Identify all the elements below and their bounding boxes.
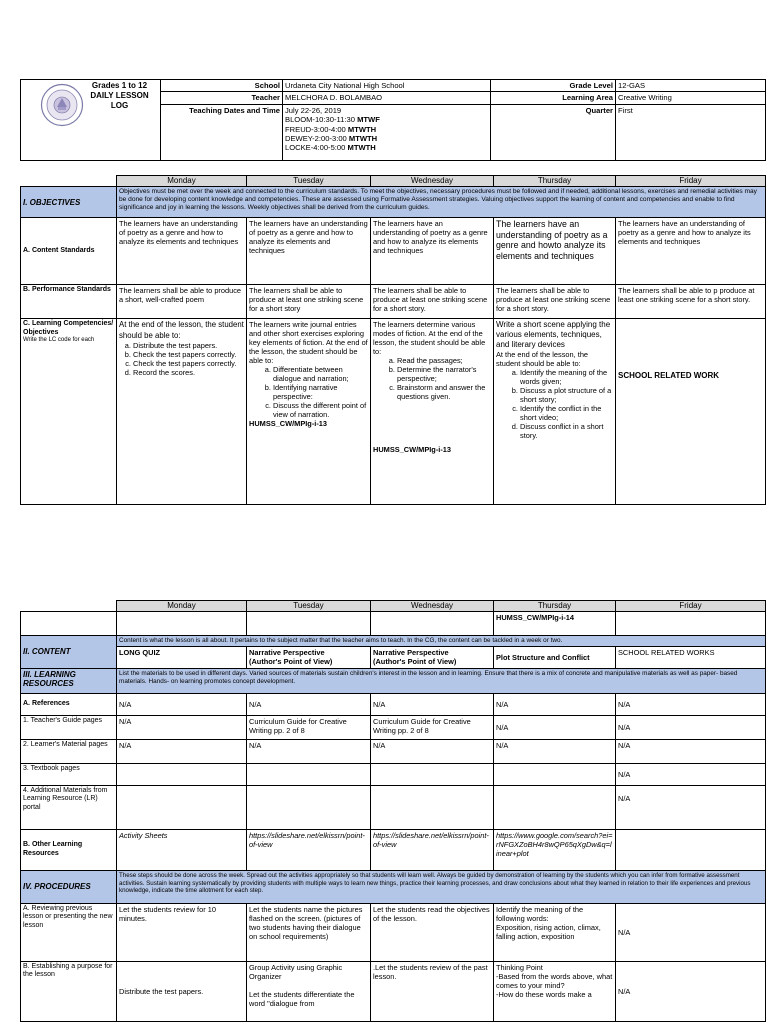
day-header-wednesday: Wednesday — [371, 176, 494, 187]
objectives-note: Objectives must be met over the week and connected to the curriculum standards. To meet the objectives, necessary procedures must be followed and if needed, additional lessons, exercises and remedial activities may be done for developing content knowledge and competencies. These are assessed using Formative Assessment strategies. Valuing objectives support the learning of content and competencies and enable to find significance and joy in learning the lessons. Weekly objectives shall be derived from the curriculum guides. — [117, 187, 766, 218]
schedule-row — [285, 143, 488, 152]
references-wednesday: N/A — [371, 693, 494, 715]
school-name: Urdaneta City National High School — [283, 80, 491, 92]
performance-standard-tuesday: The learners shall be able to produce at least one striking scene for a short story — [247, 285, 371, 319]
wed-objective-list — [373, 356, 491, 401]
list-item: d. Discuss conflict in a short story. — [520, 422, 613, 440]
grade-level-label: Grade Level — [491, 80, 616, 92]
references-tuesday: N/A — [247, 693, 371, 715]
competencies-cell — [21, 319, 117, 505]
schedule-days: MTWTH — [348, 134, 378, 144]
content-note: Content is what the lesson is all about. It pertains to the subject matter that the teacher aims to teach. In the CG, the content can be tackled in a week or two. — [117, 636, 766, 647]
content-standard-monday: The learners have an understanding of poetry as a genre and how to analyze its elements and techniques — [117, 218, 247, 285]
list-item: b. Determine the narrator's perspective; — [397, 365, 491, 383]
grade-level: 12-GAS — [616, 80, 766, 92]
content-standard-friday: The learners have an understanding of poetry as a genre and how to analyze its elements and techniques — [616, 218, 766, 285]
schedule-days: MTWTH — [347, 124, 377, 134]
purpose-friday: N/A — [616, 961, 766, 1021]
schedule-row — [285, 125, 488, 134]
references-thursday: N/A — [494, 693, 616, 715]
tg-friday: N/A — [616, 715, 766, 739]
lm-friday: N/A — [616, 739, 766, 763]
review-friday: N/A — [616, 903, 766, 961]
content-standards-label: A. Content Standards — [21, 218, 117, 285]
teacher-label: Teacher — [161, 92, 283, 104]
day-header-tuesday: Tuesday — [247, 176, 371, 187]
quarter: First — [616, 104, 766, 160]
list-item: b. Identifying narrative perspective: — [273, 383, 368, 401]
performance-standard-friday: The learners shall be able to p produce at least one striking scene for a short story. — [616, 285, 766, 319]
tg-wednesday: Curriculum Guide for Creative Writing pp. 2 of 8 — [371, 715, 494, 739]
textbook-friday: N/A — [616, 763, 766, 785]
objectives-table — [20, 175, 766, 505]
competencies-wednesday — [371, 319, 494, 505]
other-resources-thursday: https://www.google.com/search?ei=rNFGXZoBH4r8wQP65qXgDw&q=linear+plot — [494, 829, 616, 870]
purpose-tuesday: Group Activity using Graphic Organizer Let the students differentiate the word "dialogue from — [247, 961, 371, 1021]
tg-tuesday: Curriculum Guide for Creative Writing pp. 2 of 8 — [247, 715, 371, 739]
list-item: a. Differentiate between dialogue and narration; — [273, 365, 368, 383]
resources-note: List the materials to be used in different days. Varied sources of materials sustain children's interest in the lesson and in learning. Ensure that there is a mix of concrete and manipulative materials as well as paper- based materials. Hands- on learning promotes concept development. — [117, 668, 766, 693]
teachers-guide-label: 1. Teacher's Guide pages — [21, 715, 117, 739]
day-header-friday: Friday — [616, 176, 766, 187]
textbook-label: 3. Textbook pages — [21, 763, 117, 785]
thu-lc-code: HUMSS_CW/MPIg-i-14 — [494, 612, 616, 636]
competencies-tuesday — [247, 319, 371, 505]
competencies-friday: SCHOOL RELATED WORK — [616, 319, 766, 505]
learning-area: Creative Writing — [616, 92, 766, 104]
list-item: c. Discuss the different point of view of narration. — [273, 401, 368, 419]
thu-intro: Write a short scene applying the various elements, techniques, and literary devices — [496, 320, 611, 349]
learning-area-label: Learning Area — [491, 92, 616, 104]
references-friday: N/A — [616, 693, 766, 715]
list-item: d. Record the scores. — [133, 368, 244, 377]
school-label: School — [161, 80, 283, 92]
performance-standard-monday: The learners shall be able to produce a short, well-crafted poem — [117, 285, 247, 319]
review-thursday: Identify the meaning of the following words: Exposition, rising action, climax, falling action, exposition — [494, 903, 616, 961]
schedule-row — [285, 115, 488, 124]
header-table — [20, 79, 766, 161]
performance-standard-wednesday: The learners shall be able to produce at least one striking scene for a short story. — [371, 285, 494, 319]
schedule-row — [285, 134, 488, 143]
purpose-label: B. Establishing a purpose for the lesson — [21, 961, 117, 1021]
lm-thursday: N/A — [494, 739, 616, 763]
objectives-section-label: I. OBJECTIVES — [21, 187, 117, 218]
quarter-label: Quarter — [491, 104, 616, 160]
tue-objective-list — [249, 365, 368, 419]
review-tuesday: Let the students name the pictures flashed on the screen. (pictures of two students having their dialogue on school requirements) — [247, 903, 371, 961]
list-item: c. Brainstorm and answer the questions given. — [397, 383, 491, 401]
purpose-thursday: Thinking Point -Based from the words above, what comes to your mind? -How do these words make a — [494, 961, 616, 1021]
tg-thursday: N/A — [494, 715, 616, 739]
day-header-friday: Friday — [616, 601, 766, 612]
content-thursday: Plot Structure and Conflict — [494, 646, 616, 668]
list-item: a. Read the passages; — [397, 356, 491, 365]
schedule-time: DEWEY-2:00-3:00 — [285, 134, 347, 144]
other-resources-label: B. Other Learning Resources — [21, 829, 117, 870]
content-wednesday: Narrative Perspective (Author's Point of View) — [371, 646, 494, 668]
resources-section-label: III. LEARNING RESOURCES — [21, 668, 117, 693]
learners-material-label: 2. Learner's Material pages — [21, 739, 117, 763]
procedures-section-label: IV. PROCEDURES — [21, 870, 117, 903]
competencies-sublabel: Write the LC code for each — [23, 337, 95, 344]
wed-intro: The learners determine various modes of fiction. At the end of the lesson, the student should be able to: — [373, 320, 486, 356]
day-header-monday: Monday — [117, 176, 247, 187]
competencies-label: C. Learning Competencies/ Objectives — [23, 320, 114, 336]
day-header-tuesday: Tuesday — [247, 601, 371, 612]
review-wednesday: Let the students read the objectives of the lesson. — [371, 903, 494, 961]
purpose-monday: Distribute the test papers. — [117, 961, 247, 1021]
list-item: b. Check the test papers correctly. — [133, 350, 244, 359]
content-standard-tuesday: The learners have an understanding of poetry as a genre and how to analyze its elements and techniques — [247, 218, 371, 285]
content-monday: LONG QUIZ — [117, 646, 247, 668]
teaching-date-range: July 22-26, 2019 — [285, 105, 342, 115]
dll-title: Grades 1 to 12 DAILY LESSON LOG — [21, 80, 161, 161]
content-friday: SCHOOL RELATED WORKS — [616, 646, 766, 668]
schedule-time: FREUD-3:00-4:00 — [285, 124, 346, 134]
lm-wednesday: N/A — [371, 739, 494, 763]
competencies-monday — [117, 319, 247, 505]
schedule-time: BLOOM-10:30-11:30 — [285, 115, 355, 125]
teacher-name: MELCHORA D. BOLAMBAO — [283, 92, 491, 104]
list-item: c. Check the test papers correctly. — [133, 359, 244, 368]
mon-objective-list — [119, 341, 244, 377]
schedule-days: MTWF — [357, 115, 380, 125]
additional-materials-friday: N/A — [616, 785, 766, 829]
other-resources-monday: Activity Sheets — [117, 829, 247, 870]
content-standard-wednesday: The learners have an understanding of poetry as a genre and how to analyze its elements and techniques — [371, 218, 494, 285]
lm-tuesday: N/A — [247, 739, 371, 763]
purpose-wednesday: .Let the students review of the past lesson. — [371, 961, 494, 1021]
tue-intro: The learners write journal entries and other short exercises exploring key elements of fiction. At the end of the lesson, the student should be able to: — [249, 320, 368, 365]
teaching-dates-label: Teaching Dates and Time — [161, 104, 283, 160]
day-header-thursday: Thursday — [494, 601, 616, 612]
mon-intro: At the end of the lesson, the student should be able to: — [119, 320, 244, 340]
schedule-time: LOCKE-4:00-5:00 — [285, 143, 346, 153]
performance-standards-label: B. Performance Standards — [21, 285, 117, 319]
procedures-note: These steps should be done across the week. Spread out the activities appropriately so that students will learn well. Always be guided by demonstration of learning by the students which you can infer from formative assessment activities. Sustain learning systematically by providing students with multiple ways to learn new things, practice their learning processes, and draw conclusions about what they learned in relation to their life experiences and previous knowledge, indicate the time allotment for each step. — [117, 870, 766, 903]
tue-lc-code: HUMSS_CW/MPIg-i-13 — [249, 419, 328, 428]
other-resources-friday — [616, 829, 766, 870]
references-label: A. References — [21, 693, 117, 715]
additional-materials-label: 4. Additional Materials from Learning Resource (LR) portal — [21, 785, 117, 829]
references-monday: N/A — [117, 693, 247, 715]
content-section-label: II. CONTENT — [21, 636, 117, 669]
thu-objective-list — [496, 368, 613, 440]
tg-monday: N/A — [117, 715, 247, 739]
competencies-thursday — [494, 319, 616, 505]
list-item: a. Identify the meaning of the words given; — [520, 368, 613, 386]
content-standard-thursday: The learners have an understanding of poetry as a genre and howto analyze its elements and techniques — [494, 218, 616, 285]
list-item: b. Discuss a plot structure of a short story; — [520, 386, 613, 404]
other-resources-tuesday: https://slideshare.net/elkissrn/point-of-view — [247, 829, 371, 870]
schedule-days: MTWTH — [347, 143, 376, 153]
day-header-thursday: Thursday — [494, 176, 616, 187]
list-item: c. Identify the conflict in the short video; — [520, 404, 613, 422]
review-monday: Let the students review for 10 minutes. — [117, 903, 247, 961]
list-item: a. Distribute the test papers. — [133, 341, 244, 350]
lm-monday: N/A — [117, 739, 247, 763]
content-tuesday: Narrative Perspective (Author's Point of View) — [247, 646, 371, 668]
day-header-wednesday: Wednesday — [371, 601, 494, 612]
teaching-dates — [283, 104, 491, 160]
other-resources-wednesday: https://slideshare.net/elkissrn/point-of-view — [371, 829, 494, 870]
thu-intro-2: At the end of the lesson, the student should be able to: — [496, 350, 589, 368]
content-procedures-table — [20, 600, 766, 1022]
performance-standard-thursday: The learners shall be able to produce at least one striking scene for a short story. — [494, 285, 616, 319]
day-header-monday: Monday — [117, 601, 247, 612]
reviewing-label: A. Reviewing previous lesson or presenting the new lesson — [21, 903, 117, 961]
wed-lc-code: HUMSS_CW/MPIg-i-13 — [373, 445, 452, 454]
